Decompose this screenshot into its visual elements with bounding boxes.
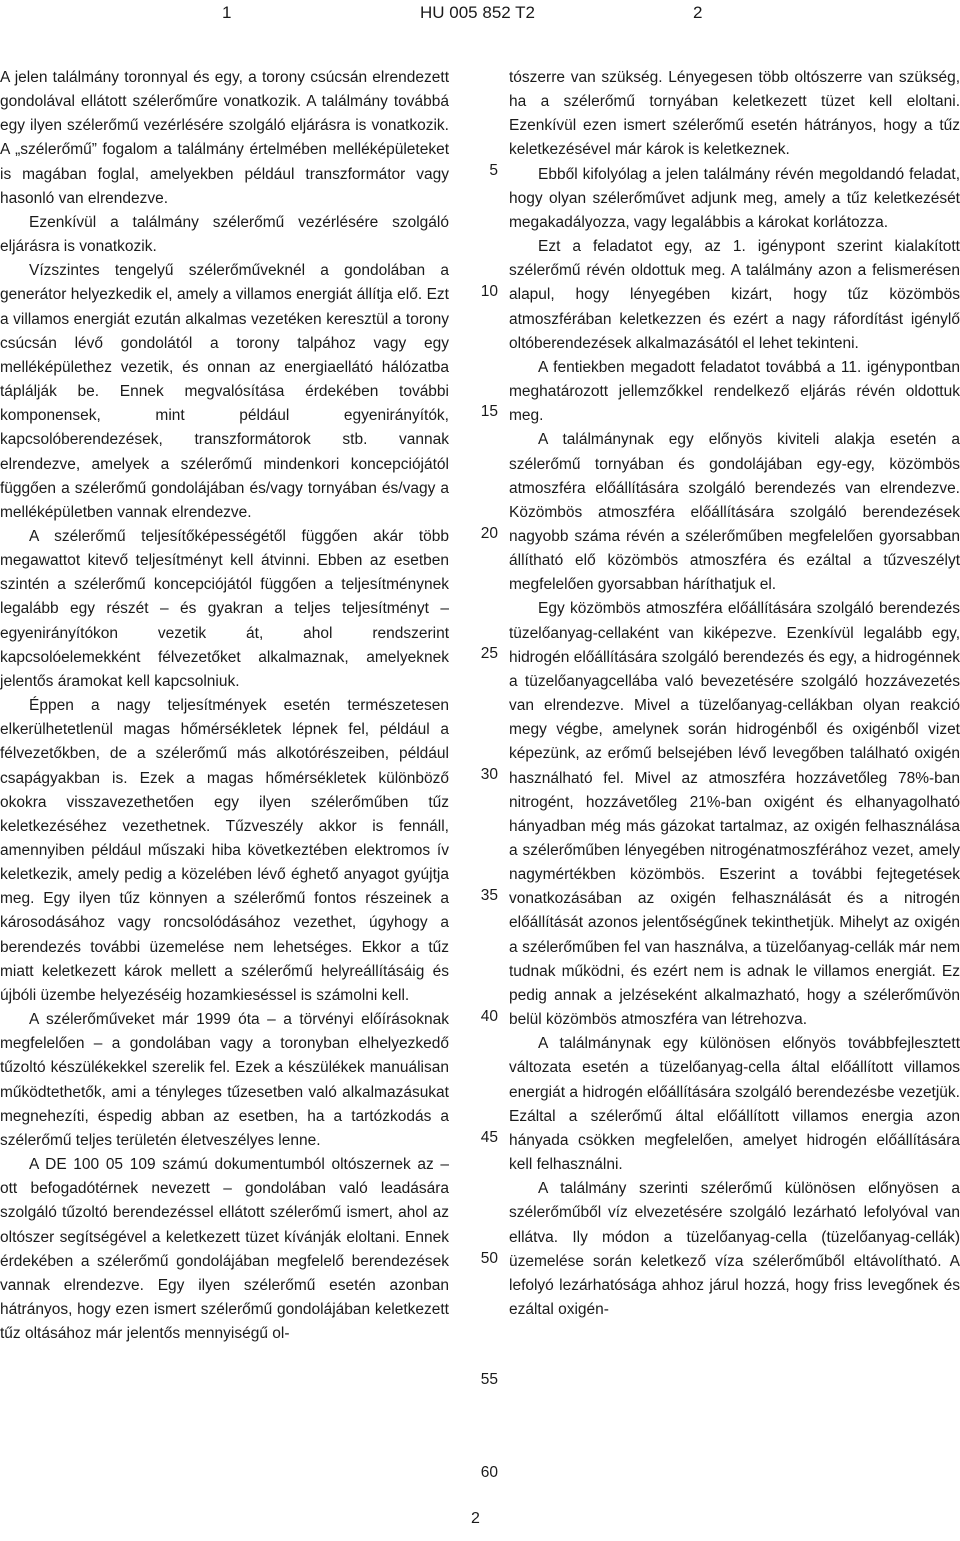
paragraph: A DE 100 05 109 számú dokumentumból oltószernek az – ott befogadótérnek nevezett – gondolában való leadására szolgáló tűzoltó berendezéssel ellátott szélerőmű ismert, ahol az oltószer segítségével a keletkezett tüzet kívánják eloltani. Ennek érdekében a szélerőmű gondolájában megfelelő berendezések vannak elrendezve. Egy ilyen szélerőmű esetén azonban hátrányos, hogy ezen ismert szélerőmű gondolájában keletkezett tűz oltásához már jelentős mennyiségű ol- [0,1156,449,1343]
right-page-number: 2 [693,3,703,22]
line-number: 20 [480,525,498,542]
line-number: 5 [489,162,498,179]
paragraph: tószerre van szükség. Lényegesen több oltószerre van szükség, ha a szélerőmű tornyában keletkezett tüzet kell eloltani. Ezenkívül ezen ismert szélerőmű esetén hátrányos, hogy a tűz keletkezésével már károk is keletkeznek. [509,69,960,159]
line-number: 35 [480,887,498,904]
line-number: 30 [480,766,498,783]
document-id: HU 005 852 T2 [420,3,535,22]
paragraph: Egy közömbös atmoszféra előállítására szolgáló berendezés tüzelőanyag-cellaként van kiképezve. Ezenkívül legalább egy, hidrogén előállítására szolgáló berendezés és egy, a hidrogénnek a tüzelőanyagcellába való bevezetésére szolgáló hozzávezetés van elrendezve. Mivel a tüzelőanyag-cellákban olyan reakció megy végbe, amelynek során hidrogénből és oxigénből vizet képezünk, az erőmű belsejében lévő levegőben található oxigén használható fel. Mivel az atmoszféra hozzávetőleg 78%-ban nitrogént, hozzávetőleg 21%-ban oxigént és elhanyagolható hányadban még más gázokat tartalmaz, az oxigén felhasználása a szélerőműben lényegében nitrogénatmoszférához vezet, amely nagymértékben közömbös. Eszerint a további fejtegetések vonatkozásában az oxigén felhasználását és a nitrogén előállítását azonos jelentőségűnek tekinthetjük. Mihelyt az oxigén a szélerőműben fel van használva, a tüzelőanyag-cellák már nem tudnak működni, és ezért nem is adnak le villamos energiát. Ez pedig annak a jelzéseként alkalmazható, hogy a szélerőművön belül közömbös atmoszféra van létrehozva. [509,600,960,1029]
paragraph: A találmánynak egy előnyös kiviteli alakja esetén a szélerőmű tornyában és gondolájában egy-egy, közömbös atmoszféra előállítására szolgáló berendezés van elrendezve. Közömbös atmoszféra előállítására szolgáló berendezések nagyobb száma révén a szélerőműben megfelelően gyorsabban állítható elő közömbös atmoszféra és ezáltal a tűzveszélyt megfelelően gyorsabban háríthatjuk el. [509,431,960,594]
line-number: 50 [480,1250,498,1267]
paragraph: Vízszintes tengelyű szélerőműveknél a gondolában a generátor helyezkedik el, amely a villamos energiát állítja elő. Ezt a villamos energiát ezután alkalmas vezetéken keresztül a torony csúcsán lévő gondolától a torony talpához vagy egy melléképülethez vezetik, és onnan az energiaellátó hálózatba táplálják be. Ennek megvalósítása érdekében további komponensek, mint például egyenirányítók, kapcsolóberendezések, transzformátorok stb. vannak elrendezve, amelyek a szélerőmű mindenkori koncepciójától függően a szélerőmű gondolájában és/vagy tornyában és/vagy a melléképületben vannak elrendezve. [0,262,449,521]
line-number: 15 [480,403,498,420]
paragraph: Éppen a nagy teljesítmények esetén természetesen elkerülhetetlenül magas hőmérsékletek lépnek fel, például a félvezetőkben, de a szélerőmű más alkotórészeiben, például csapágyakban is. Ezek a magas hőmérsékletek különböző okokra visszavezethetően egy ilyen szélerőműben tűz keletkezéséhez vezethetnek. Tűzveszély akkor is fennáll, amennyiben például műszaki hiba következtében elektromos ív keletkezik, amely pedig a közelében lévő éghető anyagot gyújtja meg. Egy ilyen tűz könnyen a szélerőmű fontos részeinek a károsodásához vagy roncsolódásához vezethet, úgyhogy a berendezés további üzemelése nem lehetséges. Ekkor a tűz miatt keletkezett károk mellett a szélerőmű helyreállításáig és újbóli üzembe helyezéséig hozamkieséssel is számolni kell. [0,697,449,1004]
page-header [0,0,960,30]
paragraph: Ebből kifolyólag a jelen találmány révén megoldandó feladat, hogy olyan szélerőművet adjunk meg, amely a tűz keletkezését megakadályozza, vagy legalábbis a károkat korlátozza. [509,165,960,231]
paragraph: A szélerőműveket már 1999 óta – a törvényi előírásoknak megfelelően – a gondolában vagy a toronyban elhelyezkedő tűzoltó készülékekkel szerelik fel. Ezek a készülékek manuálisan működtethetők, ami a tényleges tűzesetben való alkalmazásukat megnehezíti, éspedig abban az esetben, ha a tartózkodás a szélerőmű teljes területén életveszélyes lenne. [0,1011,449,1149]
paragraph: A fentiekben megadott feladatot továbbá a 11. igénypontban meghatározott jellemzőkkel rendelkező eljárás révén oldottuk meg. [509,358,960,425]
line-number: 10 [480,283,498,300]
paragraph: Ezt a feladatot egy, az 1. igénypont szerint kialakított szélerőmű révén oldottuk meg. A találmány azon a felismerésen alapul, hogy lényegében kizárt, hogy tűz közömbös atmoszférában keletkezzen és ezért a nagy ráfordítást igénylő oltóberendezések alkalmazásától el lehet tekinteni. [509,238,960,352]
line-number: 55 [480,1371,498,1388]
line-number: 60 [480,1464,498,1481]
left-column [0,66,449,1346]
paragraph: A találmány szerinti szélerőmű különösen előnyösen a szélerőműből víz elvezetésére szolgáló lezárható lefolyóval van ellátva. Ily módon a tüzelőanyag-cella (tüzelőanyag-cellák) üzemelése során keletkező víza szélerőműből eltávolítható. A lefolyó lezárhatósága ahhoz járul hozzá, hogy friss levegőnek és ezáltal oxigén- [509,1180,960,1318]
paragraph: A jelen találmány toronnyal és egy, a torony csúcsán elrendezett gondolával ellátott szélerőműre vonatkozik. A találmány továbbá egy ilyen szélerőmű vezérlésére szolgáló eljárásra is vonatkozik. A „szélerőmű” fogalom a találmány értelmében melléképületeket is magában foglal, amelyekben például transzformátor vagy hasonló van elrendezve. [0,69,449,207]
left-page-number: 1 [222,3,232,22]
paragraph: A találmánynak egy különösen előnyös továbbfejlesztett változata esetén a tüzelőanyag-cella által előállított villamos energiát a hidrogén előállítására szolgáló berendezésbe vezetjük. Ezáltal a szélerőmű által előállított villamos energia azon hányada csökken megfelelően, amelyet hidrogén előállítására kell felhasználni. [509,1035,960,1174]
line-number: 40 [480,1008,498,1025]
page-footer-number: 2 [471,1510,480,1527]
right-column [509,66,960,1322]
paragraph: A szélerőmű teljesítőképességétől függően akár több megawattot kitevő teljesítményt kell átvinni. Ebben az esetben szintén a szélerőmű koncepciójától függően a teljesítménynek legalább egy részét – és gyakran a teljes teljesítményt – egyenirányítókon vezetik át, ahol rendszerint kapcsolóelemekként félvezetőket alkalmaznak, amelyeknek jelentős áramokat kell kapcsolniuk. [0,527,449,690]
paragraph: Ezenkívül a találmány szélerőmű vezérlésére szolgáló eljárásra is vonatkozik. [0,213,449,256]
line-number: 25 [480,645,498,662]
line-number: 45 [480,1129,498,1146]
